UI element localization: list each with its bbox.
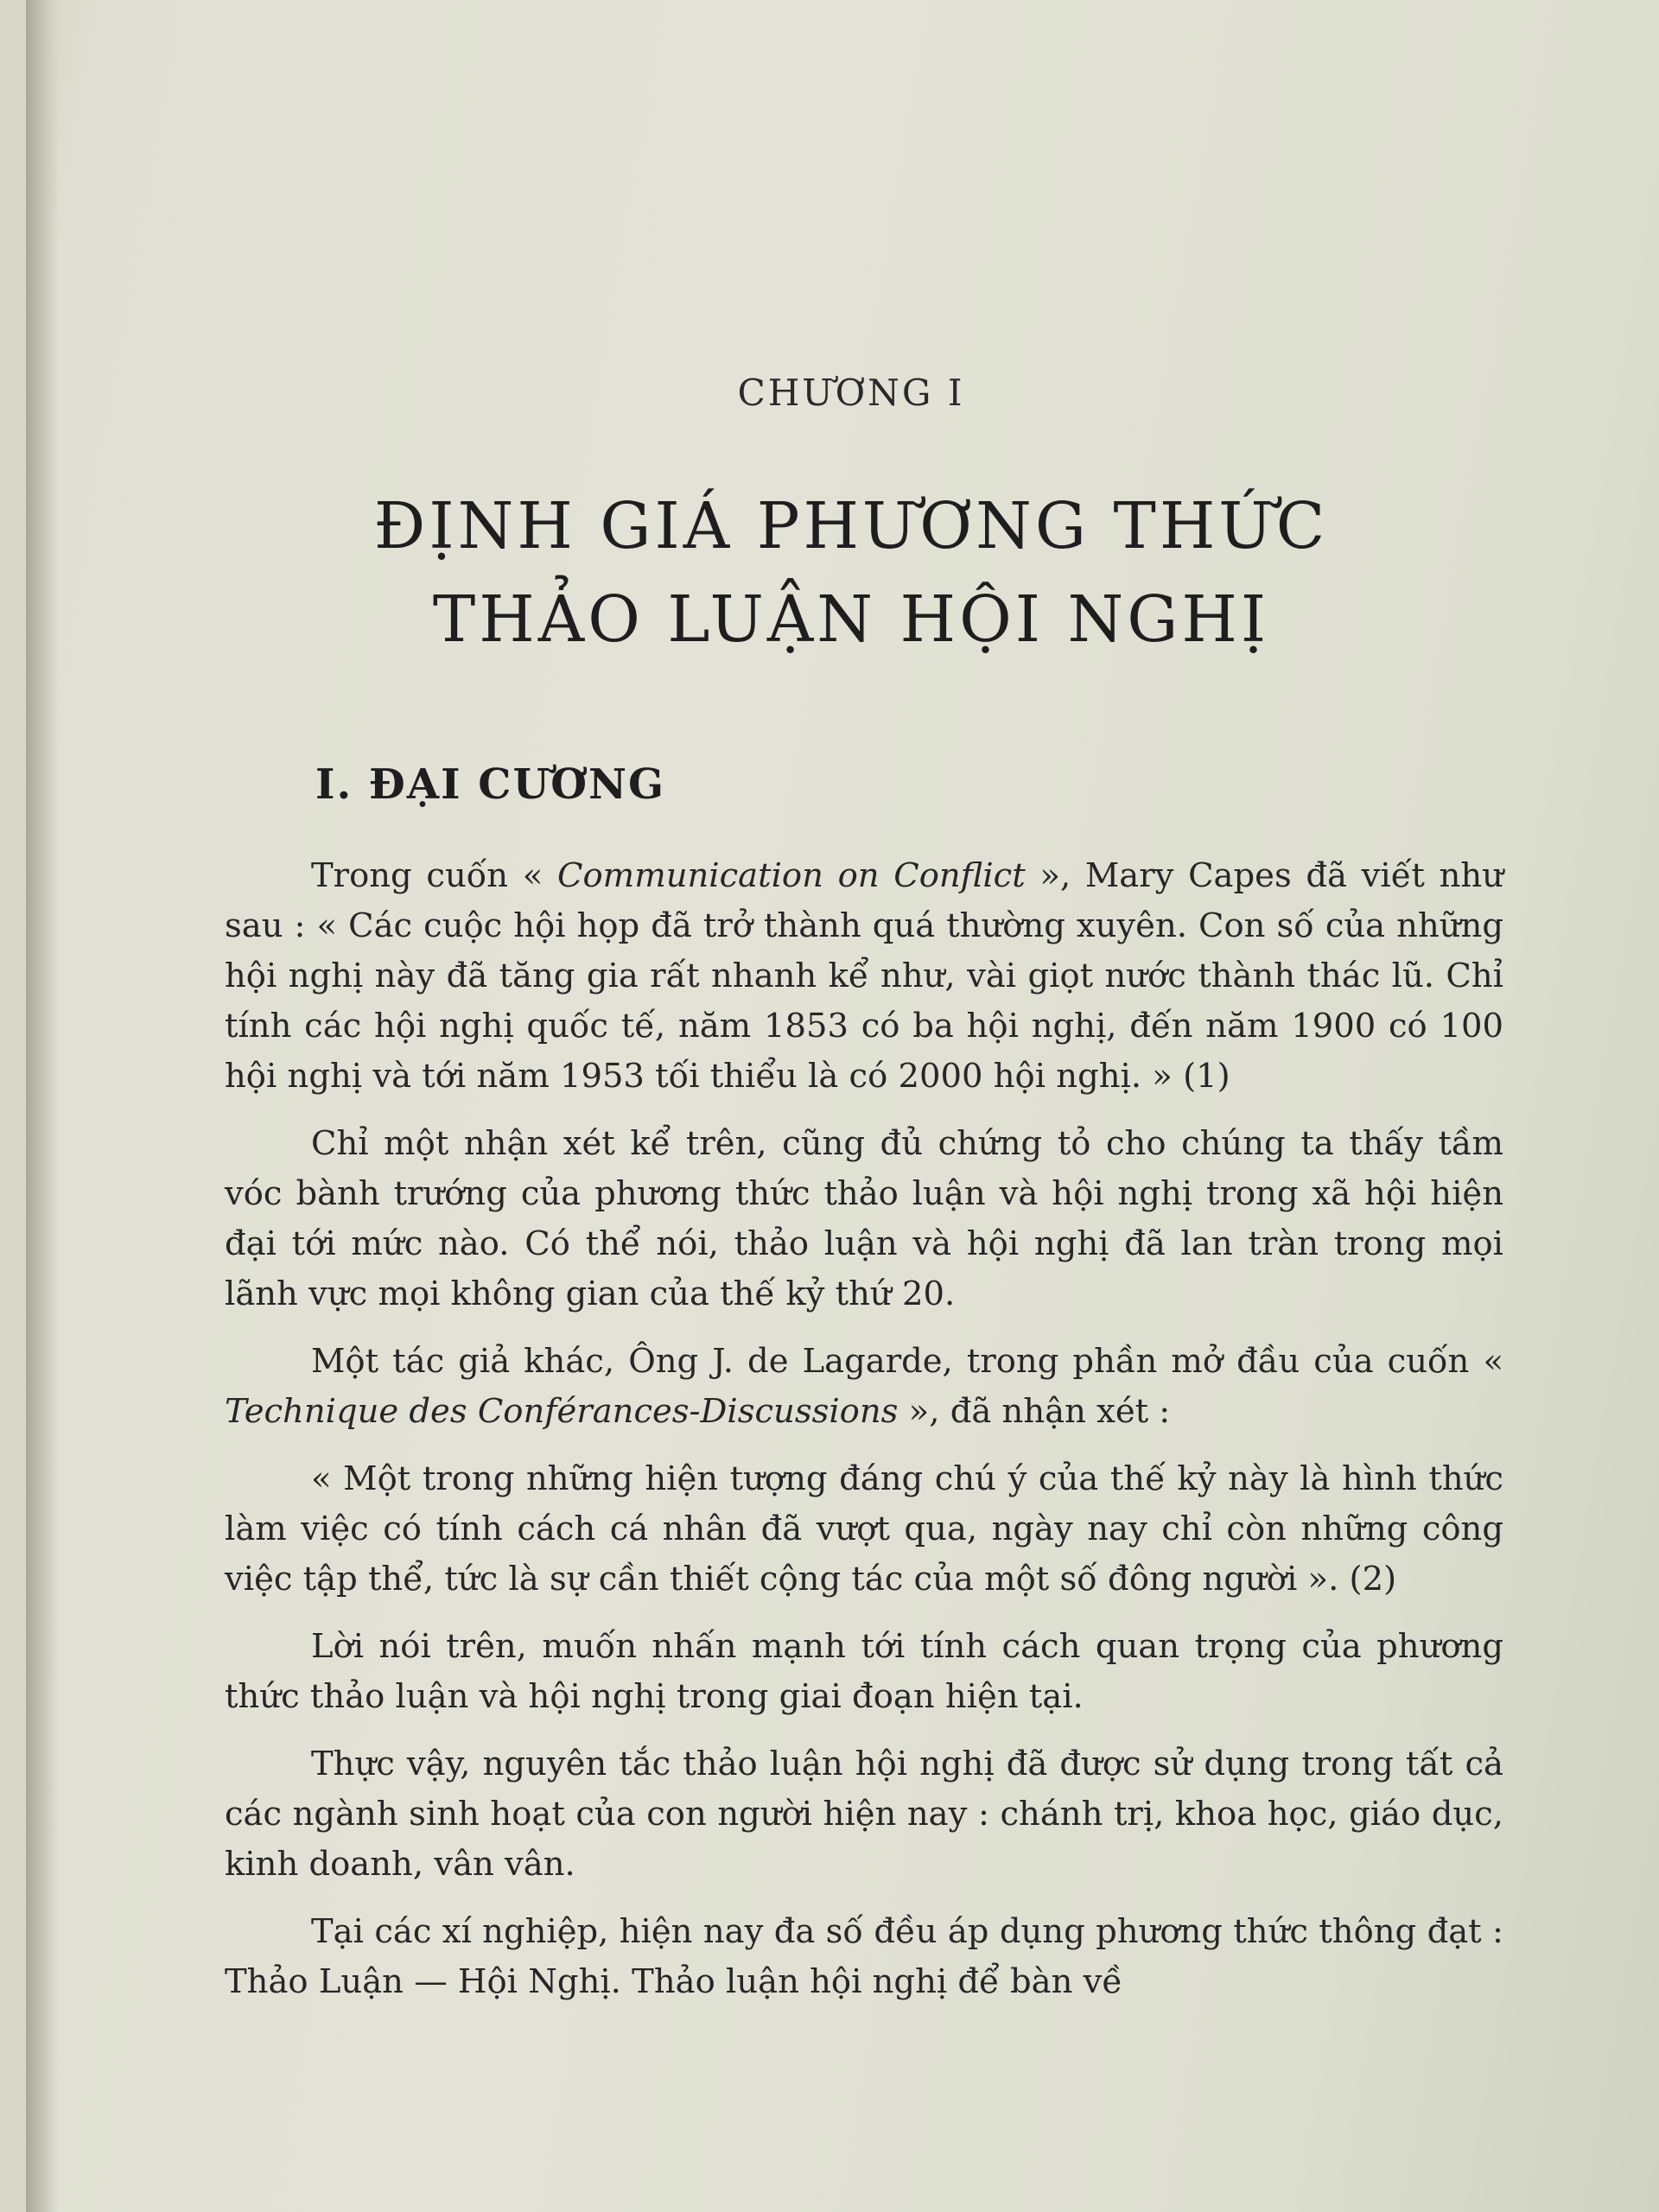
chapter-title-line-2: THẢO LUẬN HỘI NGHỊ <box>432 582 1270 657</box>
paragraph-4-quote: « Một trong những hiện tượng đáng chú ý của thế kỷ này là hình thức làm việc có tính cách cá nhân đã vượt qua, ngày nay chỉ còn những công việc tập thể, tức là sự cần thiết cộng tác của một số đông người ». (2) <box>225 1459 1503 1599</box>
book-title-communication: Communication on Conflict <box>557 856 1026 895</box>
paragraph-3-lead: Một tác giả khác, Ông J. de Lagarde, trong phần mở đầu của cuốn « <box>311 1342 1503 1381</box>
paragraph-1 <box>225 851 1503 1102</box>
paragraph-5: Lời nói trên, muốn nhấn mạnh tới tính cách quan trọng của phương thức thảo luận và hội nghị trong giai đoạn hiện tại. <box>225 1627 1503 1716</box>
chapter-label: CHƯƠNG I <box>737 372 965 414</box>
paragraph-3 <box>225 1337 1503 1437</box>
paragraph-6: Thực vậy, nguyên tắc thảo luận hội nghị đã được sử dụng trong tất cả các ngành sinh hoạt của con người hiện nay : chánh trị, khoa học, giáo dục, kinh doanh, vân vân. <box>225 1745 1503 1884</box>
paragraph-3-rest: », đã nhận xét : <box>898 1392 1171 1431</box>
section-heading: I. ĐẠI CƯƠNG <box>315 760 665 809</box>
paragraph-1-rest: », Mary Capes đã viết như sau : « Các cuộc hội họp đã trở thành quá thường xuyên. Con số của những hội nghị này đã tăng gia rất nhanh kể như, vài giọt nước thành thác lũ. Chỉ tính các hội nghị quốc tế, năm 1853 có ba hội nghị, đến năm 1900 có 100 hội nghị và tới năm 1953 tối thiểu là có 2000 hội nghị. » (1) <box>225 856 1503 1096</box>
paragraph-7: Tại các xí nghiệp, hiện nay đa số đều áp dụng phương thức thông đạt : Thảo Luận — Hội Nghị. Thảo luận hội nghị để bàn về <box>225 1912 1503 2001</box>
paragraph-1-lead: Trong cuốn « <box>311 856 558 895</box>
paragraph-2: Chỉ một nhận xét kể trên, cũng đủ chứng tỏ cho chúng ta thấy tầm vóc bành trướng của phương thức thảo luận và hội nghị trong xã hội hiện đại tới mức nào. Có thể nói, thảo luận và hội nghị đã lan tràn trong mọi lãnh vực mọi không gian của thế kỷ thứ 20. <box>225 1124 1503 1313</box>
body-text <box>225 851 1503 2024</box>
page-spine-shadow <box>26 0 59 2212</box>
book-page <box>26 0 1659 2212</box>
chapter-title <box>190 480 1512 666</box>
book-title-technique: Technique des Conférances-Discussions <box>225 1392 899 1431</box>
chapter-title-line-1: ĐỊNH GIÁ PHƯƠNG THỨC <box>373 489 1329 563</box>
